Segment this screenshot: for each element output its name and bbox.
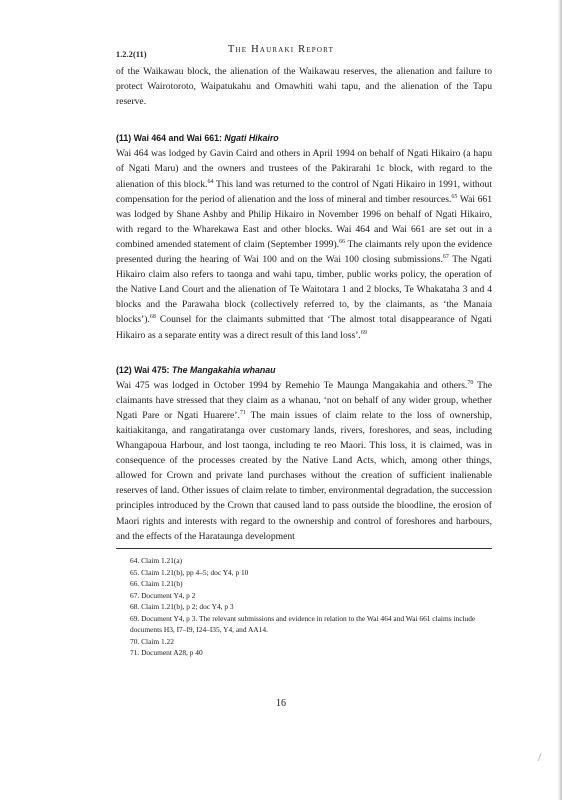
page-edge-shadow <box>558 0 562 800</box>
s12-text-3: The main issues of claim relate to the loss of ownership, kaitiakitanga, and rangatiratanga over customary lands, rivers, foreshores, and seas, including Whangapoua Harbour, and lost taonga, including te reo Maori. This loss, it is claimed, was in consequence of the processes created by the Native Land Acts, which, among other things, allowed for Crown and private land purchases without the creation of sufficient inalienable reserves of land. Other issues of claim relate to timber, environmental degradation, the succession principles introduced by the Crown that caused land to pass outside the bloodline, the erosion of Maori rights and interests with regard to the ownership and control of foreshores and harbours, and the effects of the Harataunga development <box>116 409 492 542</box>
footnote-divider <box>116 548 492 549</box>
section-11-paragraph <box>116 146 492 342</box>
footnotes <box>130 555 492 659</box>
scan-mark <box>538 753 546 763</box>
section-heading-12-number: (12) Wai 475: <box>116 364 170 375</box>
footnote-65: 65. Claim 1.21(b), pp 4–5; doc Y4, p 10 <box>130 567 249 577</box>
footnote-ref-64[interactable]: 64 <box>207 178 214 185</box>
s11-text-6: Counsel for the claimants submitted that ‘The almost total disappearance of Ngati Hikairo as a separate entity was a direct result of this land loss’. <box>116 314 492 341</box>
intro-paragraph: of the Waikawau block, the alienation of the Waikawau reserves, the alienation and failure to protect Wairotoroto, Waipatukahu and Omawhiti wahi tapu, and the alienation of the Tapu reserve. <box>116 66 492 108</box>
body-text <box>116 64 492 544</box>
footnote-68: 68. Claim 1.21(b), p 2; doc Y4, p 3 <box>130 602 234 611</box>
footnote-ref-68[interactable]: 68 <box>149 314 156 321</box>
footnote-70: 70. Claim 1.22 <box>130 636 174 646</box>
section-heading-12-title: The Mangakahia whanau <box>171 364 276 375</box>
footnote-ref-69[interactable]: 69 <box>360 329 367 336</box>
footnote-69: 69. Document Y4, p 3. The relevant submissions and evidence in relation to the Wai 464 and Wai 661 claims include documents H3, I7–I9, I24–I35, Y4, and AA14. <box>130 613 476 634</box>
s11-text-1: Wai 464 was lodged by Gavin Caird and others in April 1994 on behalf of Ngati Hikairo (a hapu of Ngati Maru) and the owners and trustees of the Pakirarahi 1c block, with regard to the alienation of this block. <box>116 148 492 190</box>
s11-text-4: The claimants rely upon the evidence presented during the hearing of Wai 100 and on the Wai 100 closing submissions. <box>116 238 493 266</box>
footnote-67: 67. Document Y4, p 2 <box>130 590 196 600</box>
section-number: 1.2.2(11) <box>116 50 147 59</box>
footnote-ref-70[interactable]: 70 <box>467 379 474 386</box>
running-head: The Hauraki Report <box>227 44 335 55</box>
page-number: 16 <box>276 698 286 709</box>
footnote-66: 66. Claim 1.21(b) <box>130 579 183 588</box>
section-heading-11-title: Ngati Hikairo <box>224 133 279 144</box>
s11-text-2: This land was returned to the control of Ngati Hikairo in 1991, without compensation for the period of alienation and the loss of mineral and timber resources. <box>116 178 492 205</box>
section-heading-12 <box>116 363 492 378</box>
footnote-ref-65[interactable]: 65 <box>451 193 458 200</box>
s12-text-2: The claimants have stressed that they claim as a whanau, ‘not on behalf of any wider group, whether Ngati Pare or Ngati Huarere’. <box>116 379 492 421</box>
footnote-ref-66[interactable]: 66 <box>339 238 346 245</box>
s11-text-3: Wai 661 was lodged by Shane Ashby and Philip Hikairo in November 1996 on behalf of Ngati Hikairo, with regard to the Wharekawa East and other blocks. Wai 464 and Wai 661 are set out in a combined amended statement of claim (September 1999). <box>116 193 492 250</box>
section-heading-11-number: (11) Wai 464 and Wai 661: <box>116 133 222 144</box>
footnote-ref-67[interactable]: 67 <box>442 253 449 260</box>
s12-text-1: Wai 475 was lodged in October 1994 by Remehio Te Maunga Mangakahia and others. <box>116 379 468 391</box>
footnote-64: 64. Claim 1.21(a) <box>130 556 183 565</box>
footnote-ref-71[interactable]: 71 <box>239 409 246 416</box>
section-12-paragraph <box>116 378 492 544</box>
footnote-71: 71. Document A28, p 40 <box>130 648 203 657</box>
s11-text-5: The Ngati Hikairo claim also refers to taonga and wahi tapu, timber, public works policy, the operation of the Native Land Court and the alienation of Te Waitotara 1 and 2 blocks, Te Whakataha 3 and 4 blocks and the Parawaha block (collectively referred to, by the claimants, as ‘the Manaia blocks’). <box>116 254 492 326</box>
section-heading-11 <box>116 131 492 146</box>
